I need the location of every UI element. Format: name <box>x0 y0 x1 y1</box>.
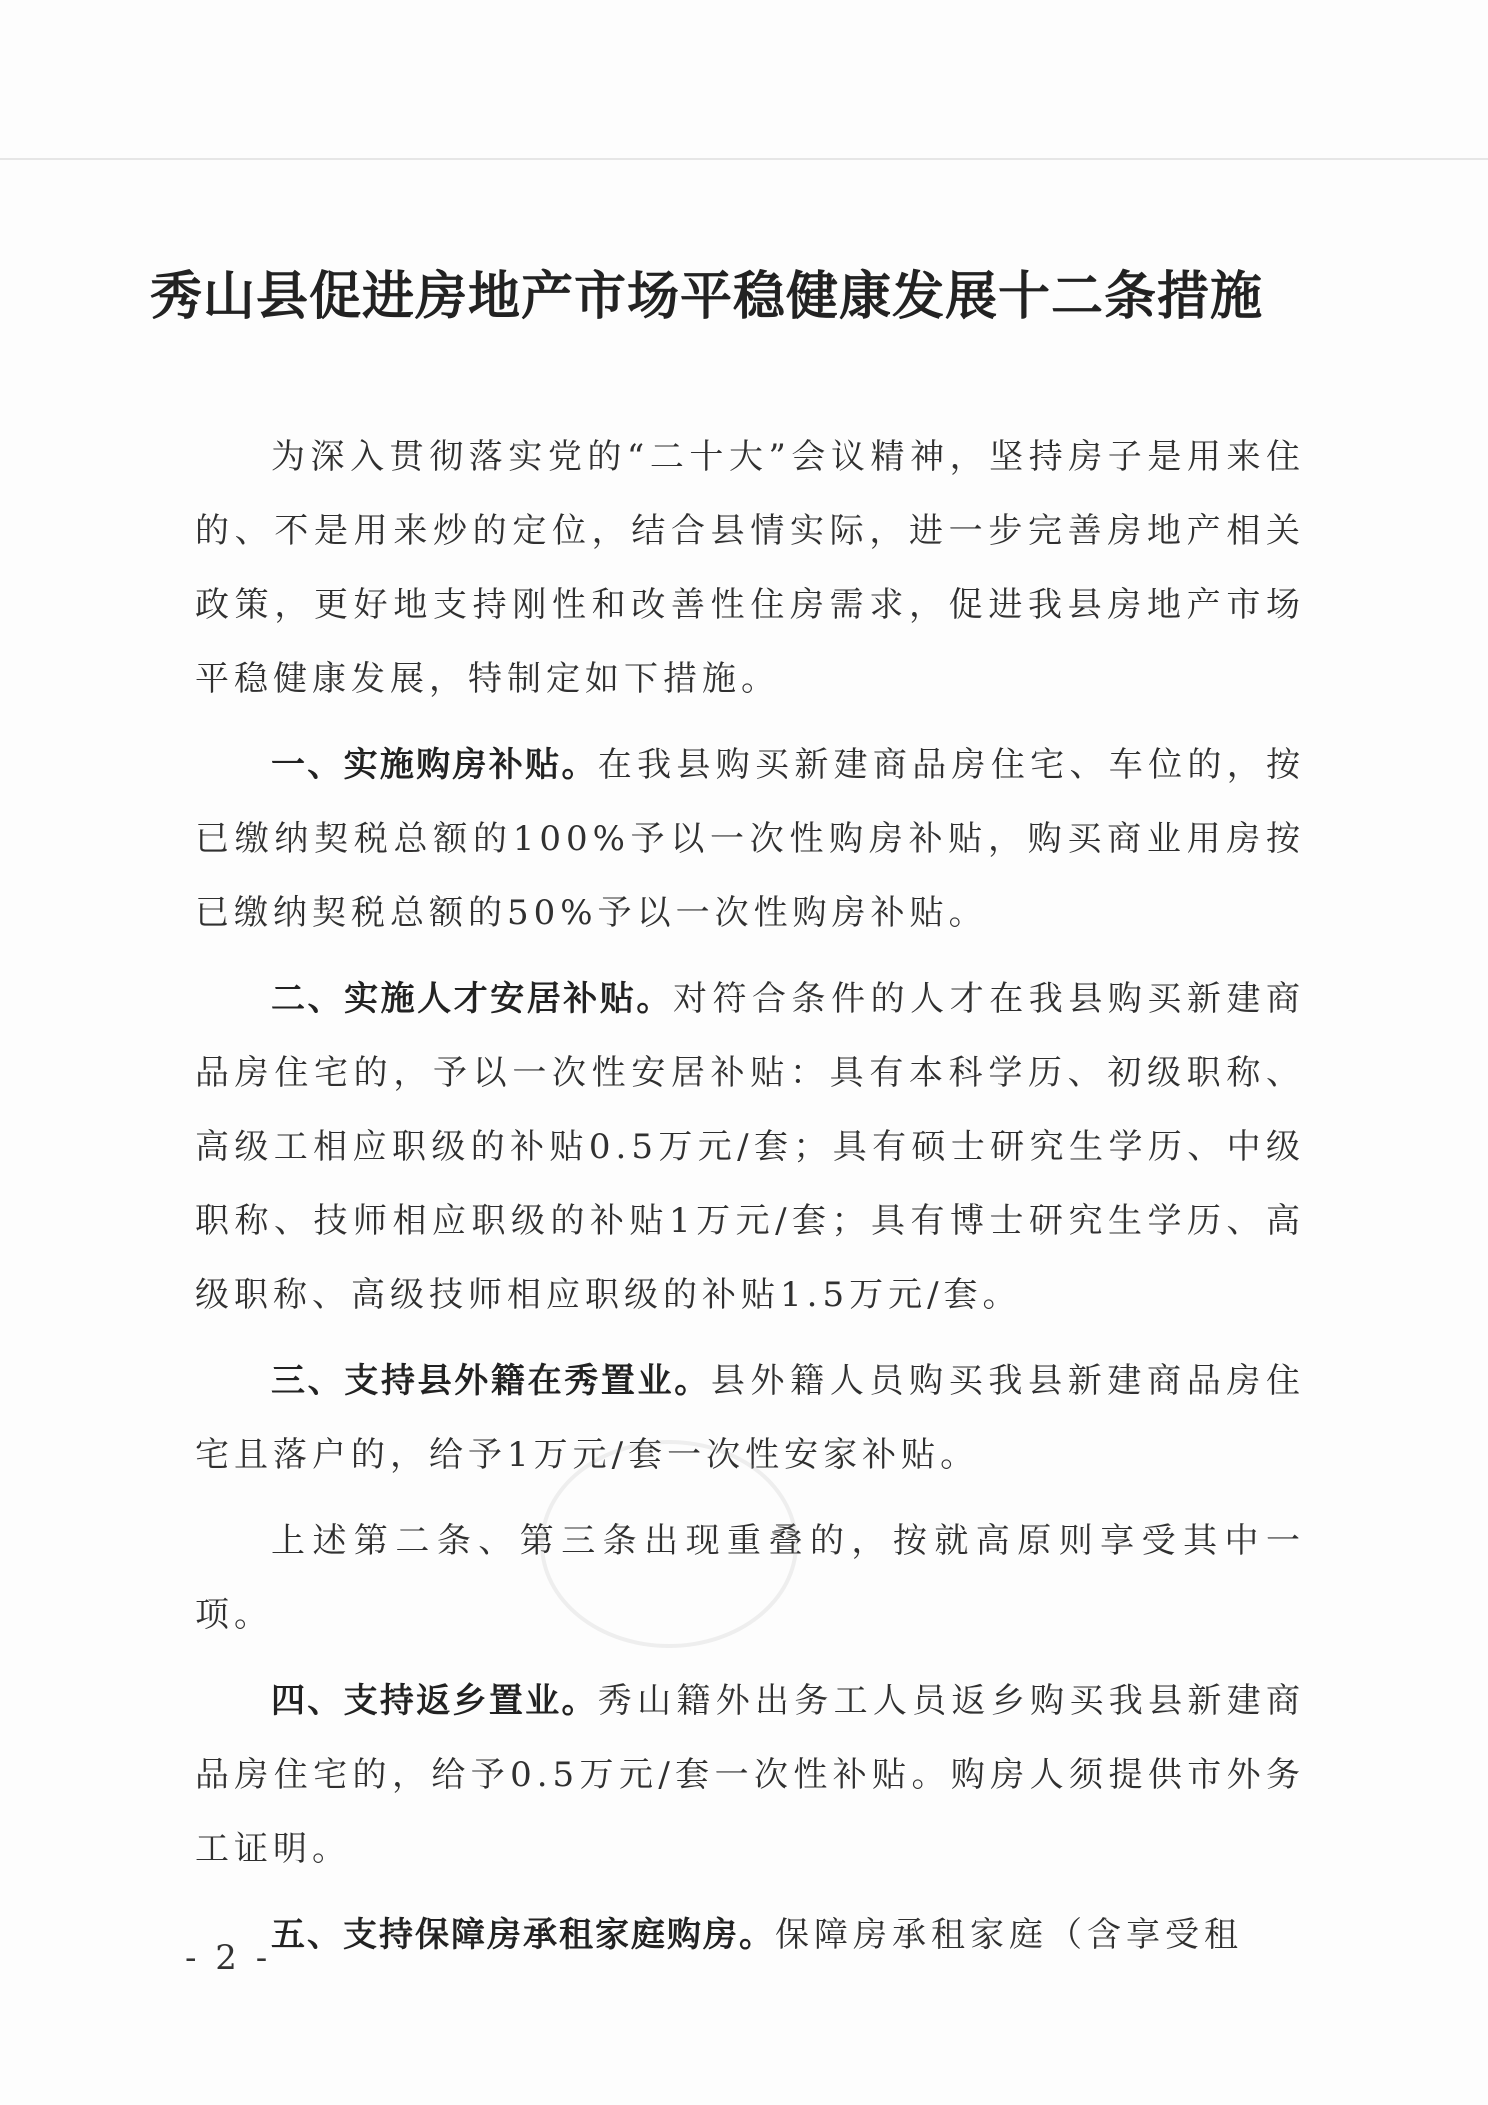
section-text: 秀山籍外出务工人员返乡购买我县新建商品房住宅的，给予0.5万元/套一次性补贴。购房人须提供市外务工证明。 <box>195 1681 1306 1869</box>
section-heading: 二、实施人才安居补贴。 <box>271 979 673 1019</box>
faint-seal-stamp <box>540 1440 798 1648</box>
section-5 <box>195 1898 1305 1972</box>
section-text: 保障房承租家庭（含享受租 <box>775 1915 1243 1955</box>
section-heading: 三、支持县外籍在秀置业。 <box>271 1361 711 1401</box>
section-2 <box>195 962 1305 1332</box>
section-text: 上述第二条、第三条出现重叠的，按就高原则享受其中一项。 <box>195 1521 1305 1635</box>
section-heading: 四、支持返乡置业。 <box>271 1681 598 1721</box>
section-text: 在我县购买新建商品房住宅、车位的，按已缴纳契税总额的100%予以一次性购房补贴，购买商业用房按已缴纳契税总额的50%予以一次性购房补贴。 <box>195 745 1306 933</box>
document-body <box>195 420 1305 1984</box>
section-text: 县外籍人员购买我县新建商品房住宅且落户的，给予1万元/套一次性安家补贴。 <box>195 1361 1306 1475</box>
section-1 <box>195 728 1305 950</box>
section-heading: 一、实施购房补贴。 <box>271 745 598 785</box>
document-title: 秀山县促进房地产市场平稳健康发展十二条措施 <box>150 267 1264 327</box>
page-number: - 2 - <box>185 1938 272 1978</box>
intro-paragraph: 为深入贯彻落实党的“二十大”会议精神，坚持房子是用来住的、不是用来炒的定位，结合县情实际，进一步完善房地产相关政策，更好地支持刚性和改善性住房需求，促进我县房地产市场平稳健康发展，特制定如下措施。 <box>195 437 1305 699</box>
section-text: 对符合条件的人才在我县购买新建商品房住宅的，予以一次性安居补贴：具有本科学历、初级职称、高级工相应职级的补贴0.5万元/套；具有硕士研究生学历、中级职称、技师相应职级的补贴1万元/套；具有博士研究生学历、高级职称、高级技师相应职级的补贴1.5万元/套。 <box>195 979 1306 1315</box>
page-fold-line <box>0 158 1488 160</box>
section-heading: 五、支持保障房承租家庭购房。 <box>271 1915 775 1955</box>
section-4 <box>195 1664 1305 1886</box>
